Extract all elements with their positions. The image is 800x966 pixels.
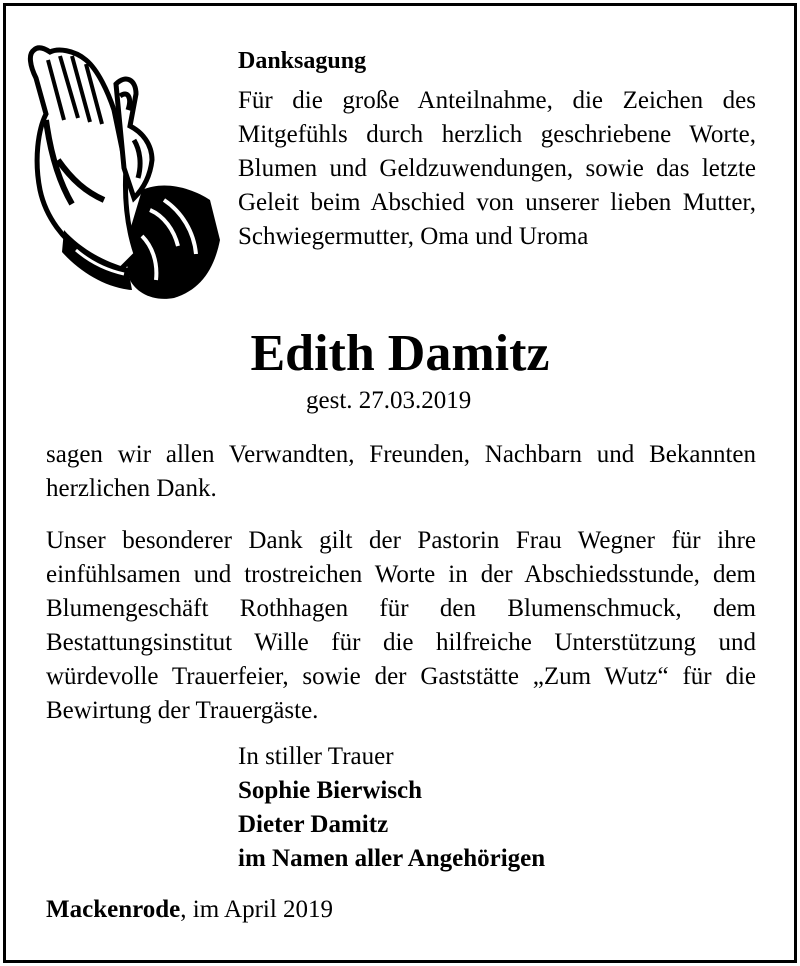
intro-text: Für die große Anteilnahme, die Zeichen des Mitgefühls durch herzlich geschriebene Worte, Blumen und Geldzuwendungen, sowie das letzte Geleit beim Abschied von unserer lieben Mutter, Schwiegermutter, Oma und Uroma <box>238 87 756 250</box>
place-name: Mackenrode <box>46 896 181 923</box>
special-thanks-paragraph: Unser besonderer Dank gilt der Pastorin Frau Wegner für ihre einfühlsamen und trostreichen Worte in der Abschiedsstunde, dem Blumengeschäft Rothhagen für den Blumenschmuck, dem Bestattungsinstitut Wille für die hilfreiche Unterstützung und würdevolle Trauerfeier, sowie der Gaststätte „Zum Wutz“ für die Bewirtung der Trauergäste. <box>46 527 756 724</box>
notice-date: , im April 2019 <box>180 896 334 923</box>
death-date: gest. 27.03.2019 <box>306 387 472 414</box>
signer-name: Dieter Damitz <box>238 811 389 838</box>
intro-block <box>238 44 756 254</box>
mourning-line: In stiller Trauer <box>238 743 394 770</box>
notice-heading: Danksagung <box>238 48 367 74</box>
place-date-line <box>46 893 333 927</box>
thanks-paragraph: sagen wir allen Verwandten, Freunden, Nachbarn und Bekannten herzlichen Dank. <box>46 441 756 502</box>
deceased-name: Edith Damitz <box>250 325 550 382</box>
signer-family: im Namen aller Angehörigen <box>238 845 546 872</box>
praying-hands-icon <box>24 40 224 302</box>
signer-name: Sophie Bierwisch <box>238 777 423 804</box>
signature-block <box>238 740 545 876</box>
